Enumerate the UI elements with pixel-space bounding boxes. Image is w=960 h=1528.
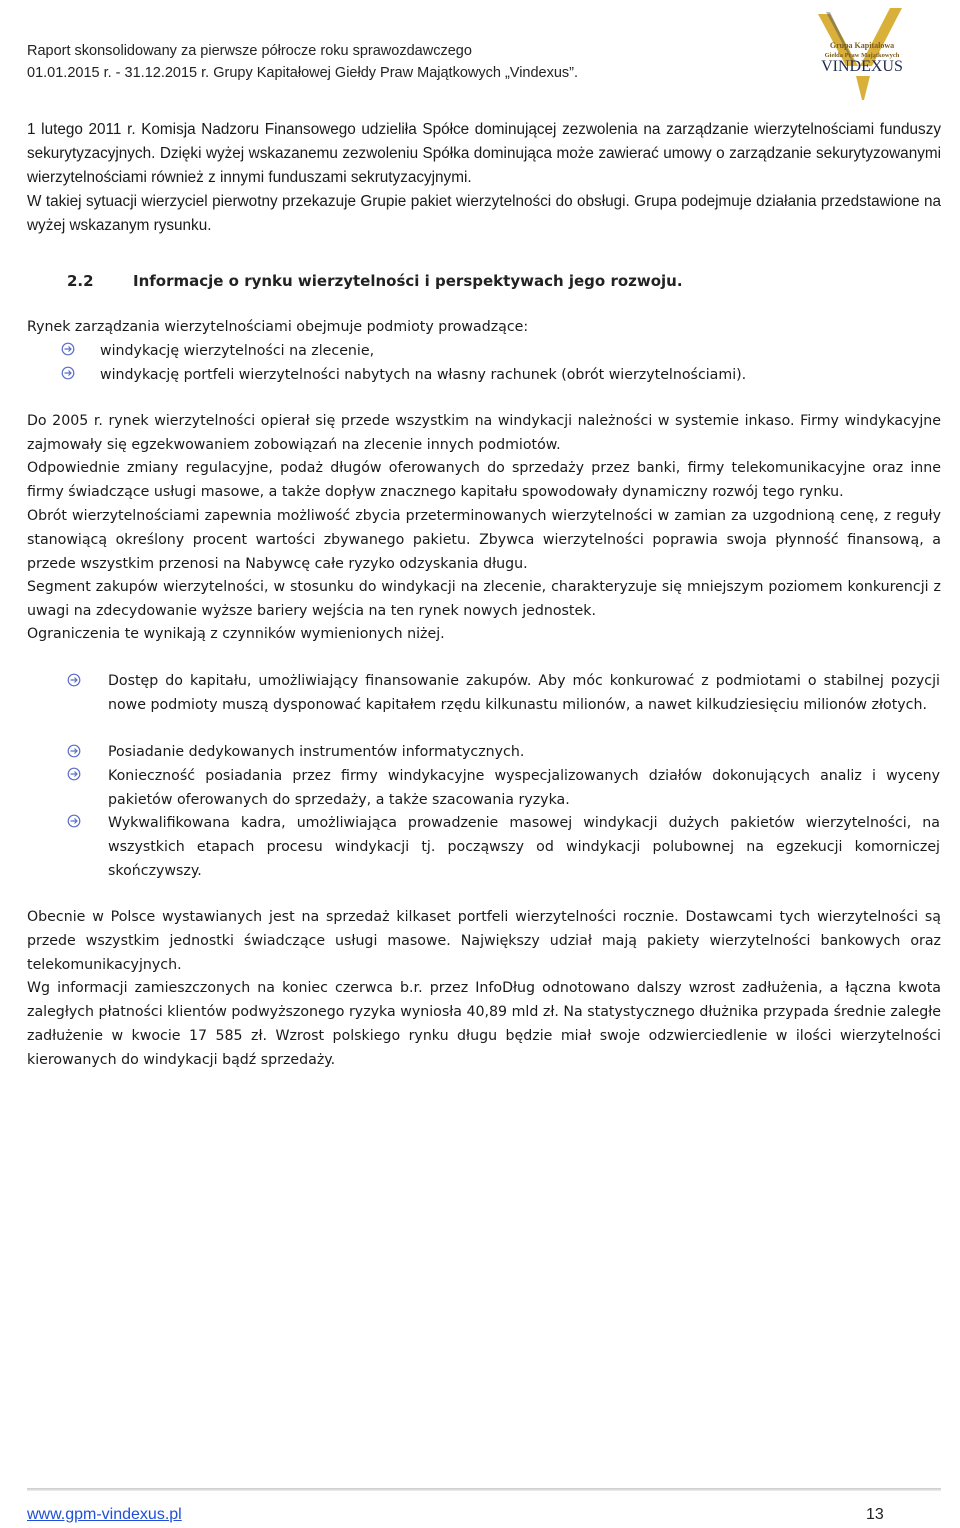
barrier-item-analysis: Konieczność posiadania przez firmy windykacyjne wyspecjalizowanych działów dokonujących analiz i wyceny pakietów oferowanych do sprzedaży, a także szacowania ryzyka. (108, 768, 940, 808)
arrow-circle-icon (61, 342, 75, 356)
intro-paragraph-1: 1 lutego 2011 r. Komisja Nadzoru Finansowego udzieliła Spółce dominującej zezwolenia na zarządzanie wierzytelnościami funduszy sekurytyzacyjnych. Dzięki wyżej wskazanemu zezwoleniu Spółka dominująca może zawierać umowy o zarządzanie sekurytyzowanymi wierzytelnościami również z innymi funduszami sekrutyzacyjnymi. (27, 121, 941, 186)
paragraph-limits: Ograniczenia te wynikają z czynników wymienionych niżej. (27, 626, 445, 642)
section-title: Informacje o rynku wierzytelności i perspektywach jego rozwoju. (133, 272, 683, 290)
arrow-circle-icon (67, 673, 81, 687)
barrier-item-staff: Wykwalifikowana kadra, umożliwiająca prowadzenie masowej windykacji dużych pakietów wierzytelności, na wszystkich etapach procesu windykacji tj. począwszy od windykacji polubownej na egzekucji komorniczej skończywszy. (108, 815, 940, 879)
barrier-item-it: Posiadanie dedykowanych instrumentów informatycznych. (108, 744, 525, 760)
logo-text-brand: VINDEXUS (821, 58, 903, 75)
closing-paragraph-1: Obecnie w Polsce wystawianych jest na sprzedaż kilkaset portfeli wierzytelności rocznie. Dostawcami tych wierzytelności są przede wszystkim jednostki świadczące usługi masowe. Największy udział mają pakiety wierzytelności bankowych oraz telekomunikacyjnych. (27, 909, 941, 973)
arrow-circle-icon (67, 767, 81, 781)
logo-text-top: Grupa Kapitałowa (829, 41, 895, 50)
barrier-item-capital: Dostęp do kapitału, umożliwiający finansowanie zakupów. Aby móc konkurować z podmiotami o stabilnej pozycji nowe podmioty muszą dysponować kapitałem rzędu kilkunastu milionów, a nawet kilkudziesięciu milionów złotych. (108, 673, 940, 713)
paragraph-trade: Obrót wierzytelnościami zapewnia możliwość zbycia przeterminowanych wierzytelności w zamian za uzgodnioną cenę, z reguły stanowiącą określony procent wartości zbywanego pakietu. Zbywca wierzytelności poprawia swoja płynność finansową, a przede wszystkim przenosi na Nabywcę całe ryzyko odzyskania długu. (27, 508, 941, 572)
arrow-circle-icon (67, 814, 81, 828)
section-heading (67, 272, 683, 290)
closing-paragraph-2: Wg informacji zamieszczonych na koniec czerwca b.r. przez InfoDług odnotowano dalszy wzrost zadłużenia, a łączna kwota zaległych płatności klientów podwyższonego ryzyka wyniosła 40,89 mld zł. Na statystycznego dłużnika przypada średnie zaległe zadłużenie w kwocie 17 585 zł. Wzrost polskiego rynku długu będzie miał swoje odzwierciedlenie w ilości wierzytelności kierowanych do windykacji bądź sprzedaży. (27, 980, 941, 1068)
intro-paragraph-2: W takiej sytuacji wierzyciel pierwotny przekazuje Grupie pakiet wierzytelności do obsługi. Grupa podejmuje działania przedstawione na wyżej wskazanym rysunku. (27, 193, 941, 234)
section-number: 2.2 (67, 272, 94, 290)
market-lead: Rynek zarządzania wierzytelnościami obejmuje podmioty prowadzące: (27, 319, 529, 335)
arrow-circle-icon (61, 366, 75, 380)
logo-text-mid: Giełda Praw Majątkowych (824, 52, 900, 59)
page-number: 13 (866, 1506, 884, 1523)
footer-divider (27, 1488, 941, 1491)
paragraph-history: Do 2005 r. rynek wierzytelności opierał się przede wszystkim na windykacji należności w systemie inkaso. Firmy windykacyjne zajmowały się egzekwowaniem zobowiązań na zlecenie innych podmiotów. (27, 413, 941, 453)
header-line-period: 01.01.2015 r. - 31.12.2015 r. Grupy Kapitałowej Giełdy Praw Majątkowych „Vindexus”. (27, 65, 579, 81)
vindexus-logo-graphic (806, 4, 918, 104)
footer-website-link[interactable]: www.gpm-vindexus.pl (27, 1506, 182, 1523)
market-item-1: windykację wierzytelności na zlecenie, (100, 343, 375, 359)
report-header (27, 40, 787, 84)
header-line-title: Raport skonsolidowany za pierwsze półrocze roku sprawozdawczego (27, 43, 472, 59)
vindexus-logo (806, 4, 918, 104)
paragraph-segment: Segment zakupów wierzytelności, w stosunku do windykacji na zlecenie, charakteryzuje się mniejszym poziomem konkurencji z uwagi na zdecydowanie wyższe bariery wejścia na ten rynek nowych jednostek. (27, 579, 941, 619)
market-item-2: windykację portfeli wierzytelności nabytych na własny rachunek (obrót wierzytelnościami). (100, 367, 747, 383)
paragraph-changes: Odpowiednie zmiany regulacyjne, podaż długów oferowanych do sprzedaży przez banki, firmy telekomunikacyjne oraz inne firmy świadczące usługi masowe, a także dopływ znacznego kapitału spowodowały dynamiczny rozwój tego rynku. (27, 460, 941, 500)
arrow-circle-icon (67, 744, 81, 758)
